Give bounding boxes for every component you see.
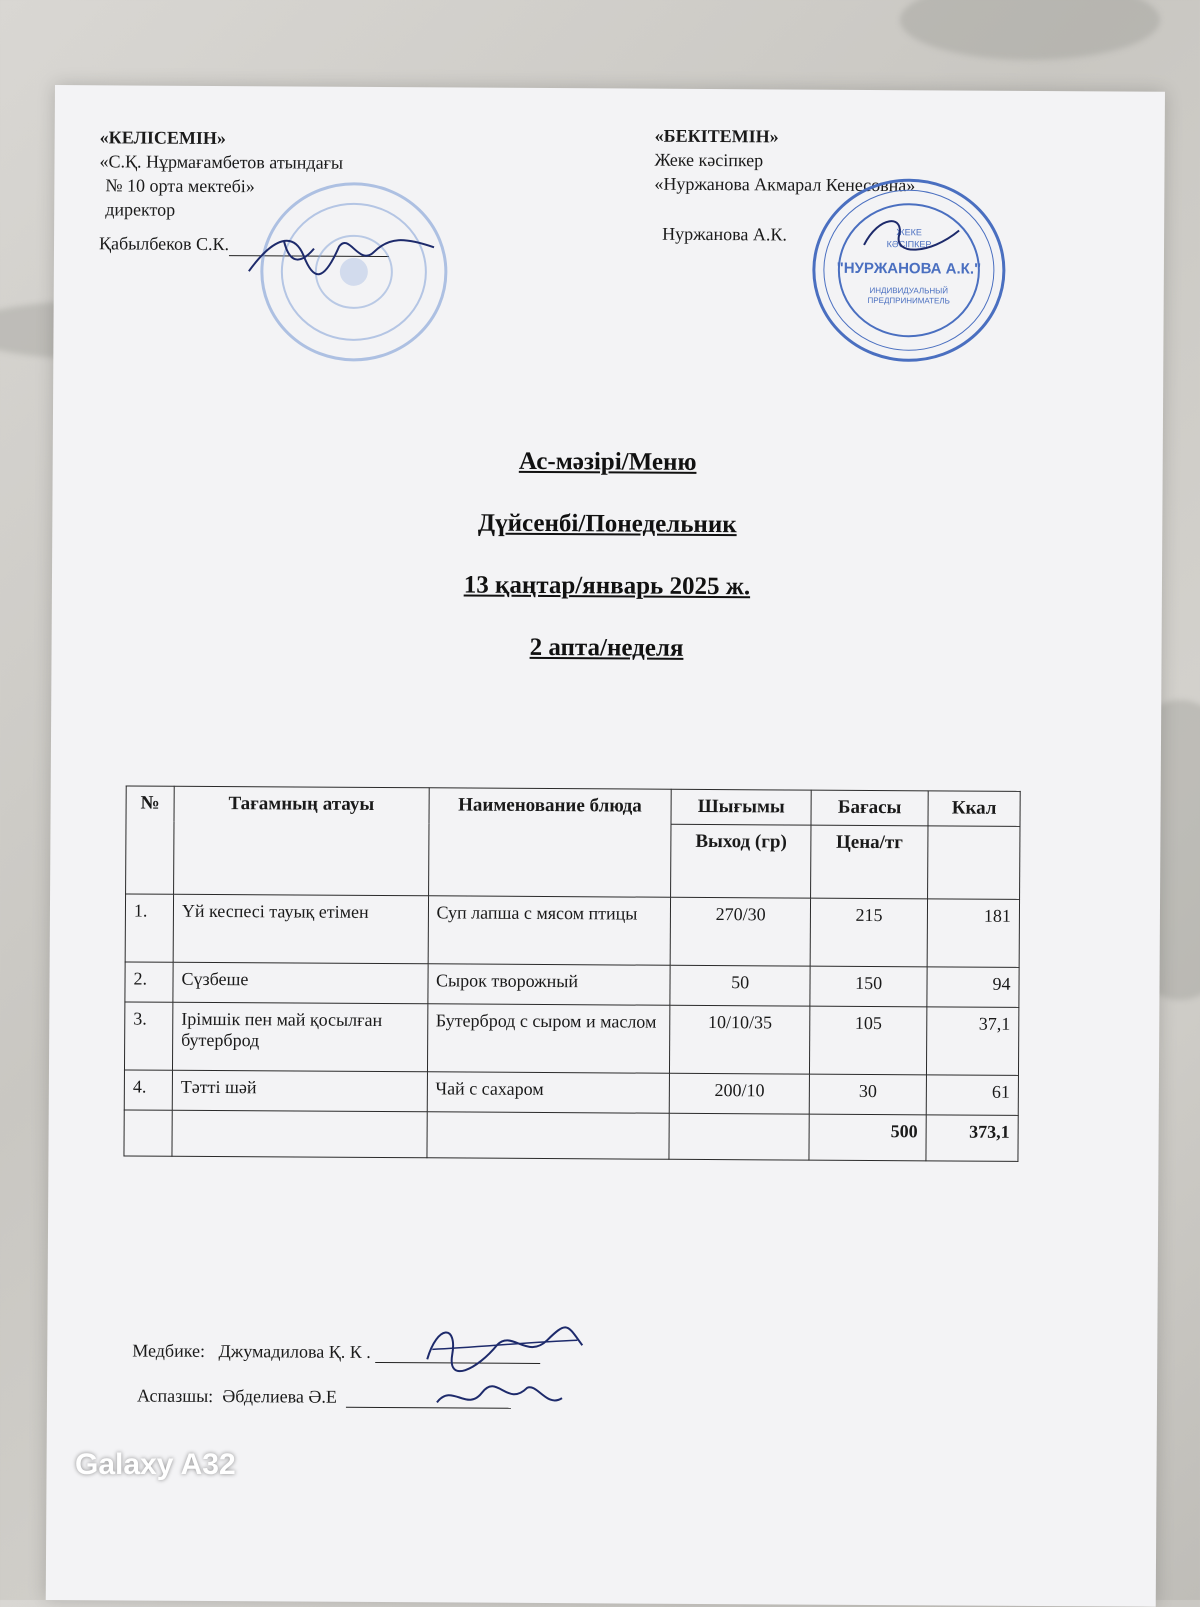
header-kcal: Ккал bbox=[928, 791, 1020, 827]
cell-kcal: 61 bbox=[926, 1075, 1018, 1116]
cell-price: 105 bbox=[810, 1006, 927, 1075]
cell-num: 2. bbox=[125, 962, 173, 1002]
cell-kz: Үй кеспесі тауық етімен bbox=[173, 894, 428, 964]
header-price-kz: Бағасы bbox=[811, 790, 928, 826]
cell-kz: Ірімшік пен май қосылған бутерброд bbox=[172, 1002, 427, 1072]
date-title: 13 қаңтар/январь 2025 ж. bbox=[463, 571, 751, 601]
cell-price: 30 bbox=[809, 1074, 926, 1115]
nurse-name: Джумадилова Қ. К . bbox=[218, 1341, 371, 1362]
header-name-ru: Наименование блюда bbox=[428, 788, 671, 897]
approved-line1: Жеке кәсіпкер bbox=[654, 149, 764, 171]
cell-num: 4. bbox=[124, 1070, 172, 1110]
cell-ru: Бутерброд с сыром и маслом bbox=[427, 1004, 670, 1073]
table-header-row bbox=[126, 786, 1020, 826]
stamp-inner-top: ЖЕКЕ bbox=[896, 227, 922, 238]
cell-kz: Тәтті шәй bbox=[172, 1070, 427, 1112]
header-kcal-empty bbox=[928, 826, 1020, 900]
table-total-row bbox=[124, 1110, 1018, 1161]
approved-heading: «БЕКІТЕМІН» bbox=[654, 125, 779, 147]
total-kcal: 373,1 bbox=[926, 1115, 1018, 1162]
menu-title: Ас-мәзірі/Меню bbox=[518, 447, 697, 476]
header-output-kz: Шығымы bbox=[671, 789, 811, 825]
empty-cell bbox=[124, 1110, 172, 1156]
header-name-kz: Тағамның атауы bbox=[174, 786, 429, 896]
cook-signature bbox=[427, 1377, 567, 1423]
agreed-line3: директор bbox=[105, 199, 176, 220]
approved-line2: «Нуржанова Акмарал Кенесовна» bbox=[654, 173, 916, 196]
cell-kcal: 37,1 bbox=[927, 1007, 1019, 1076]
cell-price: 215 bbox=[810, 898, 927, 967]
stamp-inner-sub: КӘСІПКЕР bbox=[886, 239, 932, 250]
approved-signer: Нуржанова А.К. bbox=[662, 223, 787, 245]
total-price: 500 bbox=[809, 1114, 926, 1161]
cell-price: 150 bbox=[810, 966, 927, 1007]
marble-vein bbox=[900, 0, 1160, 60]
stamp-inner-bottom: ИНДИВИДУАЛЬНЫЙ bbox=[869, 285, 949, 296]
empty-cell bbox=[669, 1113, 809, 1160]
cell-num: 3. bbox=[124, 1002, 172, 1070]
menu-table bbox=[123, 785, 1020, 1161]
nurse-signature bbox=[417, 1319, 587, 1385]
agreed-line2: № 10 орта мектебі» bbox=[105, 175, 255, 197]
agreed-heading: «КЕЛІСЕМІН» bbox=[99, 127, 226, 149]
camera-watermark: Galaxy A32 bbox=[75, 1448, 236, 1481]
menu-document bbox=[46, 85, 1165, 1607]
table-row bbox=[124, 1002, 1018, 1075]
cell-kcal: 94 bbox=[927, 967, 1019, 1008]
stamp-name: "НУРЖАНОВА А.К." bbox=[836, 259, 982, 278]
day-title: Дүйсенбі/Понедельник bbox=[477, 509, 737, 539]
header-price-ru: Цена/тг bbox=[811, 825, 928, 899]
menu-titles bbox=[51, 445, 1162, 700]
cell-num: 1. bbox=[125, 894, 173, 962]
table-row bbox=[124, 1070, 1018, 1115]
empty-cell bbox=[172, 1110, 427, 1158]
cell-ru: Суп лапша с мясом птицы bbox=[428, 896, 671, 965]
header-output-ru: Выход (гр) bbox=[671, 824, 811, 898]
cell-output: 50 bbox=[670, 965, 810, 1006]
cell-ru: Сырок творожный bbox=[427, 964, 670, 1005]
agreed-line1: «С.Қ. Нұрмағамбетов атындағы bbox=[99, 151, 344, 173]
agreed-signer: Қабылбеков С.К. bbox=[98, 233, 230, 255]
week-title: 2 апта/неделя bbox=[529, 633, 684, 662]
header-num: № bbox=[126, 786, 175, 894]
director-signature bbox=[244, 226, 444, 292]
cell-output: 10/10/35 bbox=[670, 1005, 810, 1074]
stamp-inner-bottom2: ПРЕДПРИНИМАТЕЛЬ bbox=[867, 295, 950, 306]
cook-name: Әбделиева Ә.Е bbox=[222, 1386, 338, 1407]
cook-label: Аспазшы: bbox=[136, 1385, 214, 1406]
cell-output: 200/10 bbox=[669, 1073, 809, 1114]
table-row bbox=[125, 894, 1019, 967]
cell-kcal: 181 bbox=[927, 899, 1019, 968]
cell-ru: Чай с сахаром bbox=[427, 1072, 670, 1113]
cell-output: 270/30 bbox=[670, 897, 810, 966]
cell-kz: Сүзбеше bbox=[173, 962, 428, 1004]
table-row bbox=[125, 962, 1019, 1007]
empty-cell bbox=[426, 1112, 669, 1159]
nurse-label: Медбике: bbox=[132, 1340, 206, 1361]
entrepreneur-stamp bbox=[808, 175, 1009, 371]
